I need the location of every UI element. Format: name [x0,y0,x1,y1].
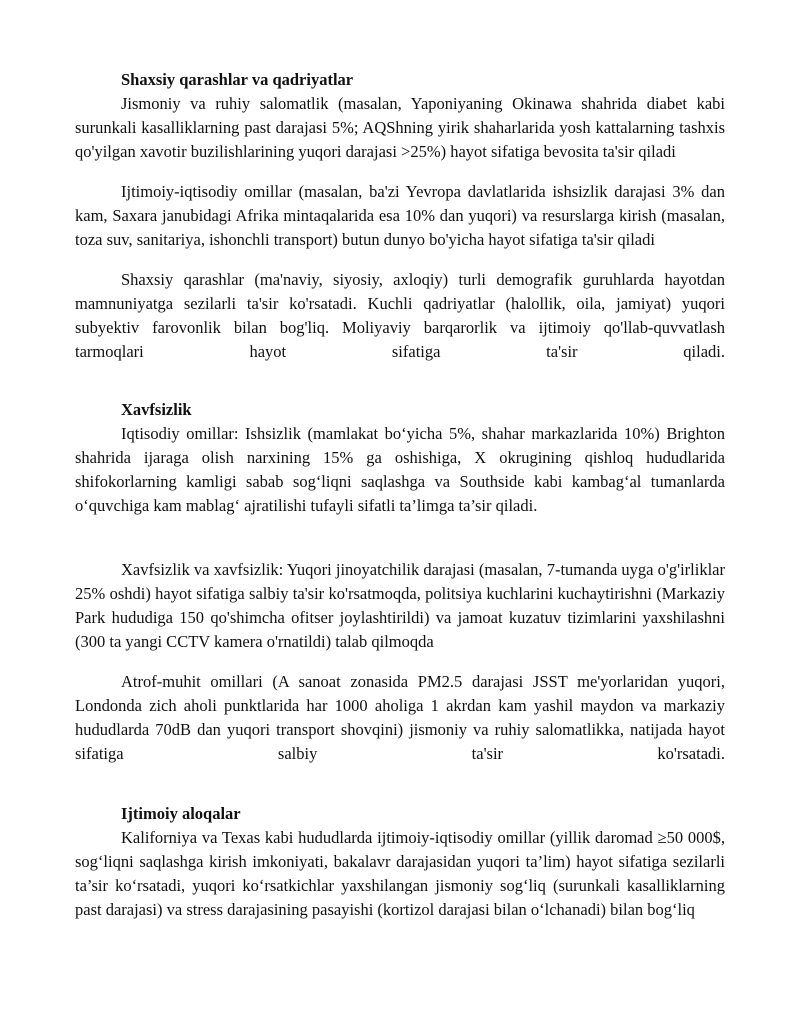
document-page [75,68,725,922]
paragraph-health: Jismoniy va ruhiy salomatlik (masalan, Yaponiyaning Okinawa shahrida diabet kabi surunkali kasalliklarning past darajasi 5%; AQShning yirik shaharlarida yosh kattalarning tashxis qo'yilgan xavotir buzilishlarining yuqori darajasi >25%) hayot sifatiga bevosita ta'sir qiladi [75,94,725,161]
section-heading-social: Ijtimoiy aloqalar [121,804,241,823]
paragraph-social-connections: Kaliforniya va Texas kabi hududlarda ijtimoiy-iqtisodiy omillar (yillik daromad ≥50 000$, sog‘liqni saqlashga kirish imkoniyati, bakalavr darajasidan yuqori ta’lim) hayot sifatiga sezilarli ta’sir ko‘rsatadi, yuqori ko‘rsatkichlar yaxshilangan jismoniy sog‘liq (surunkali kasalliklarning past darajasi) va stress darajasining pasayishi (kortizol darajasi bilan o‘lchanadi) bilan bog‘liq [75,828,725,919]
paragraph-personal-views: Shaxsiy qarashlar (ma'naviy, siyosiy, axloqiy) turli demografik guruhlarda hayotdan mamnuniyatga sezilarli ta'sir ko'rsatadi. Kuchli qadriyatlar (halollik, oila, jamiyat) yuqori subyektiv farovonlik bilan bog'liq. Moliyaviy barqarorlik va ijtimoiy qo'llab-quvvatlash tarmoqlari hayot sifatiga ta'sir qiladi. [75,270,725,361]
section-heading-safety: Xavfsizlik [121,400,192,419]
section-heading-personal: Shaxsiy qarashlar va qadriyatlar [121,70,354,89]
paragraph-crime: Xavfsizlik va xavfsizlik: Yuqori jinoyatchilik darajasi (masalan, 7-tumanda uyga o'g'irliklar 25% oshdi) hayot sifatiga salbiy ta'sir ko'rsatmoqda, politsiya kuchlarini kuchaytirishni (Markaziy Park hududiga 150 qo'shimcha ofitser joylashtirildi) va jamoat kuzatuv tizimlarini yaxshilashni (300 ta yangi CCTV kamera o'rnatildi) talab qilmoqda [75,560,725,651]
paragraph-environment: Atrof-muhit omillari (A sanoat zonasida PM2.5 darajasi JSST me'yorlaridan yuqori, Londonda zich aholi punktlarida har 1000 aholiga 1 akrdan kam yashil maydon va markaziy hududlarda 70dB dan yuqori transport shovqini) jismoniy va ruhiy salomatlikka, natijada hayot sifatiga salbiy ta'sir ko'rsatadi. [75,672,725,763]
paragraph-socioeconomic: Ijtimoiy-iqtisodiy omillar (masalan, ba'zi Yevropa davlatlarida ishsizlik darajasi 3% dan kam, Saxara janubidagi Afrika mintaqalarida esa 10% dan yuqori) va resurslarga kirish (masalan, toza suv, sanitariya, ishonchli transport) butun dunyo bo'yicha hayot sifatiga ta'sir qiladi [75,182,725,249]
paragraph-economic: Iqtisodiy omillar: Ishsizlik (mamlakat bo‘yicha 5%, shahar markazlarida 10%) Brighton shahrida ijaraga olish narxining 15% ga oshishiga, X okrugining qishloq hududlarida shifokorlarning kamligi sabab sog‘liqni saqlashga va Southside kabi kambag‘al tumanlarda o‘quvchiga kam mablag‘ ajratilishi tufayli sifatli ta’limga ta’sir qiladi. [75,424,725,515]
